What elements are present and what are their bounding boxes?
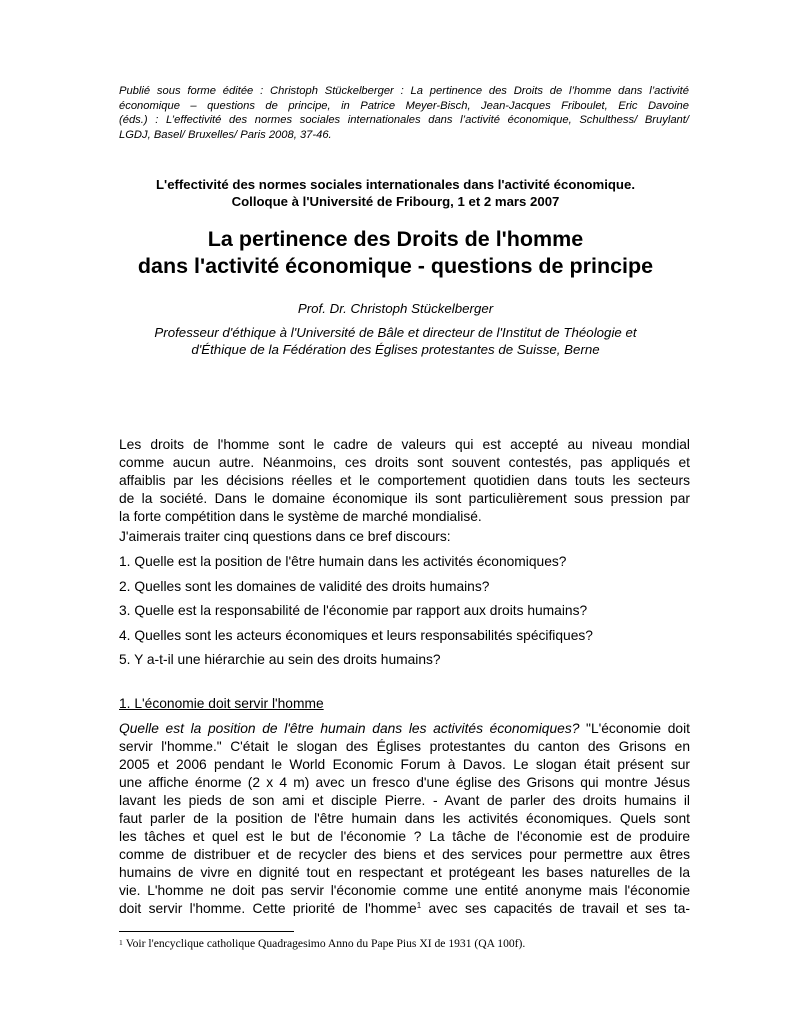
author-name: Prof. Dr. Christoph Stückelberger: [297, 301, 494, 316]
question-item: 2. Quelles sont les domaines de validité des droits humains?: [119, 579, 490, 594]
footnote: [119, 937, 525, 951]
footnote-separator: [119, 931, 294, 932]
section-line-text: avec ses capacités de travail et ses ta-: [421, 901, 690, 916]
affiliation-line-2: d'Éthique de la Fédération des Églises protestantes de Suisse, Berne: [191, 342, 600, 357]
footnote-text: Voir l'encyclique catholique Quadragesimo Anno du Pape Pius XI de 1931 (QA 100f).: [125, 937, 526, 950]
publication-note-line: Publié sous forme éditée : Christoph Stückelberger : La pertinence des Droits de l’homme dans l’activité: [119, 85, 689, 97]
publication-note-line: économique – questions de principe, in Patrice Meyer-Bisch, Jean-Jacques Friboulet, Eric Davoine: [119, 99, 689, 112]
question-item: 4. Quelles sont les acteurs économiques et leurs responsabilités spécifiques?: [119, 628, 593, 643]
question-item: 5. Y a-t-il une hiérarchie au sein des droits humains?: [119, 652, 441, 667]
colloque-header: [100, 176, 691, 210]
section-line-text: doit servir l'homme. Cette priorité de l'homme: [119, 901, 417, 916]
section-line: [119, 900, 690, 918]
section-lead-question: Quelle est la position de l'être humain dans les activités économiques?: [119, 721, 580, 736]
title-line-1: La pertinence des Droits de l'homme: [207, 227, 584, 251]
intro-line: de la société. Dans le domaine économique ils sont particulièrement sous pression par: [119, 491, 690, 506]
author-affiliation: [100, 324, 691, 358]
section-line: humains de vivre en dignité tout en respectant et protégeant les bases naturelles de la: [119, 865, 690, 880]
title-line-2: dans l'activité économique - questions de principe: [137, 254, 654, 278]
section-line: une affiche énorme (2 x 4 m) avec un fresco d'une église des Grisons qui montre Jésus: [119, 775, 690, 790]
question-item: 1. Quelle est la position de l'être humain dans les activités économiques?: [119, 554, 567, 569]
section-line: faut parler de la position de l'être humain dans les activités économiques. Quels sont: [119, 811, 690, 826]
questions-lead: J'aimerais traiter cinq questions dans ce bref discours:: [119, 529, 451, 544]
section-line: lavant les pieds de son ami et disciple Pierre. - Avant de parler des droits humains il: [119, 793, 690, 808]
footnote-number: 1: [119, 938, 123, 947]
section-heading: 1. L'économie doit servir l'homme: [119, 696, 324, 711]
section-1-paragraph: [119, 720, 690, 918]
intro-line: Les droits de l'homme sont le cadre de valeurs qui est accepté au niveau mondial: [119, 437, 690, 452]
intro-paragraph: [119, 436, 690, 526]
section-line-text: "L'économie doit: [579, 721, 690, 736]
document-title: [80, 226, 711, 280]
publication-note: [119, 84, 689, 142]
affiliation-line-1: Professeur d'éthique à l'Université de Bâle et directeur de l'Institut de Théologie et: [154, 325, 637, 340]
section-line: comme de distribuer et de recycler des biens et des services pour permettre aux êtres: [119, 847, 690, 862]
section-line: 2005 et 2006 pendant le World Economic Forum à Davos. Le slogan était présent sur: [119, 757, 690, 772]
colloque-line-2: Colloque à l'Université de Fribourg, 1 et 2 mars 2007: [231, 194, 560, 209]
publication-note-line: (éds.) : L’effectivité des normes sociales internationales dans l’activité économique, Schulthess/ Bruylant/: [119, 114, 689, 127]
publication-note-line: LGDJ, Basel/ Bruxelles/ Paris 2008, 37-46.: [119, 128, 332, 141]
section-line: les tâches et quel est le but de l'économie ? La tâche de l'économie est de produire: [119, 829, 690, 844]
colloque-line-1: L'effectivité des normes sociales internationales dans l'activité économique.: [156, 177, 635, 192]
intro-line: la forte compétition dans le système de marché mondialisé.: [119, 509, 482, 524]
section-line: servir l'homme." C'était le slogan des Églises protestantes du canton des Grisons en: [119, 739, 690, 754]
section-line: [119, 720, 690, 738]
intro-line: affaiblis par les décisions réelles et le comportement quotidien dans touts les secteurs: [119, 473, 690, 488]
question-item: 3. Quelle est la responsabilité de l'économie par rapport aux droits humains?: [119, 603, 588, 618]
footnote-reference[interactable]: 1: [416, 901, 422, 910]
section-line: vie. L'homme ne doit pas servir l'économie comme une entité anonyme mais l'économie: [119, 883, 690, 898]
intro-line: comme aucun autre. Néanmoins, ces droits sont souvent contestés, pas appliqués et: [119, 455, 690, 470]
